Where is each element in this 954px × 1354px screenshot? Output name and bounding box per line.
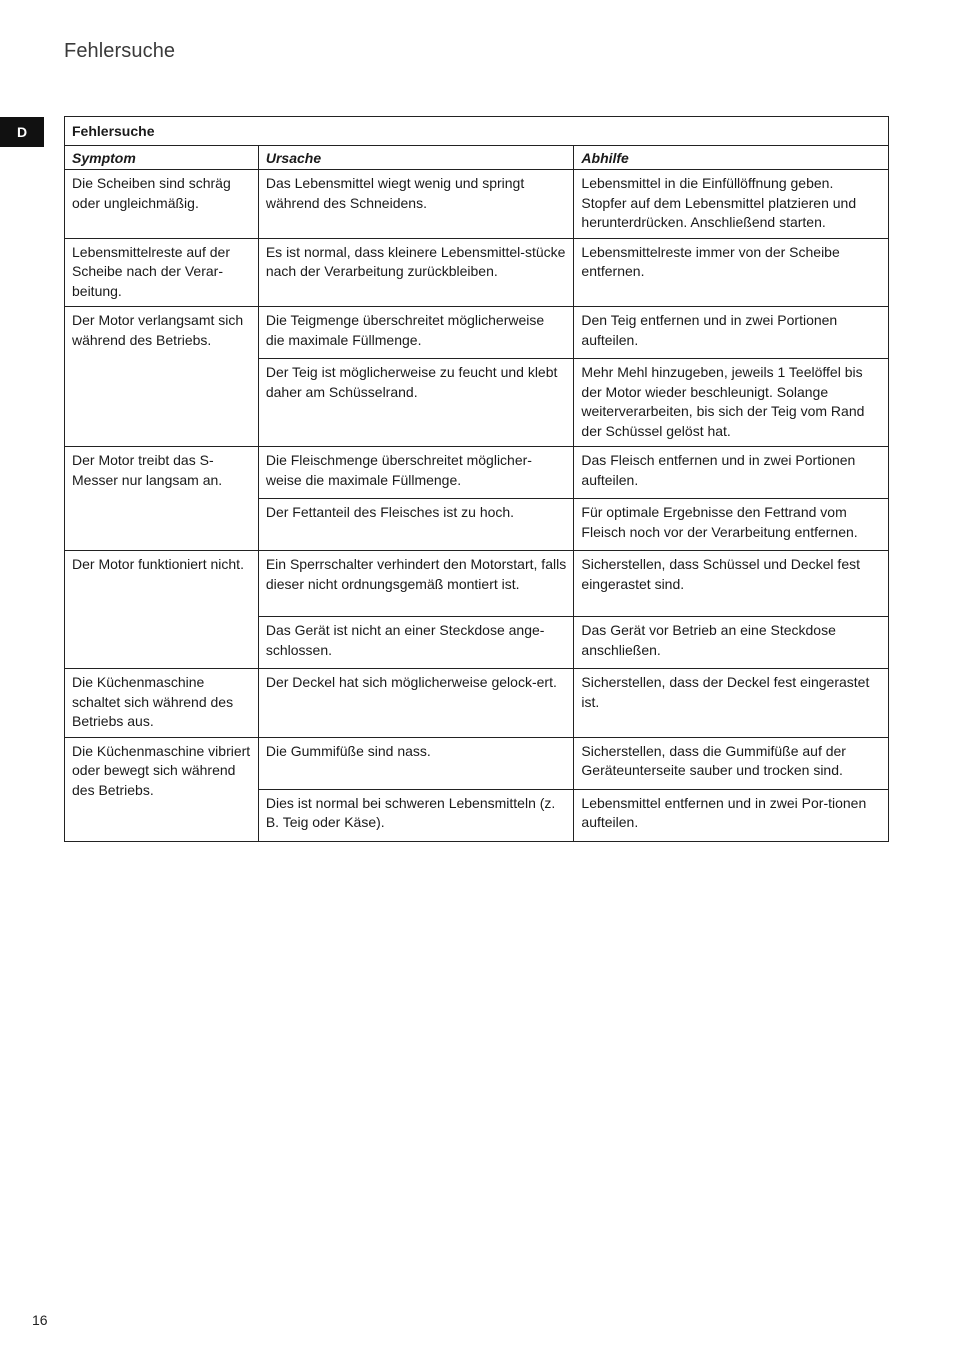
symptom-cell: Der Motor treibt das S-Messer nur langsam an. xyxy=(65,447,259,551)
remedy-cell: Sicherstellen, dass der Deckel fest eingerastet ist. xyxy=(574,669,889,738)
remedy-cell: Lebensmittel entfernen und in zwei Por-tionen aufteilen. xyxy=(574,789,889,841)
table-row xyxy=(65,669,889,738)
table-row xyxy=(65,307,889,359)
remedy-cell: Das Gerät vor Betrieb an eine Steckdose anschließen. xyxy=(574,617,889,669)
remedy-cell: Den Teig entfernen und in zwei Portionen aufteilen. xyxy=(574,307,889,359)
symptom-cell: Der Motor funktioniert nicht. xyxy=(65,551,259,669)
remedy-cell: Für optimale Ergebnisse den Fettrand vom Fleisch noch vor der Verarbeitung entfernen. xyxy=(574,499,889,551)
symptom-cell: Der Motor verlangsamt sich während des Betriebs. xyxy=(65,307,259,447)
cause-cell: Dies ist normal bei schweren Lebensmitteln (z. B. Teig oder Käse). xyxy=(258,789,574,841)
symptom-cell: Die Küchenmaschine schaltet sich während des Betriebs aus. xyxy=(65,669,259,738)
cause-cell: Das Gerät ist nicht an einer Steckdose ange-schlossen. xyxy=(258,617,574,669)
cause-cell: Der Deckel hat sich möglicherweise gelock-ert. xyxy=(258,669,574,738)
language-tab: D xyxy=(0,117,44,147)
table-row xyxy=(65,447,889,499)
table-row xyxy=(65,551,889,617)
cause-cell: Es ist normal, dass kleinere Lebensmittel-stücke nach der Verarbeitung zurückbleiben. xyxy=(258,238,574,307)
column-header-symptom: Symptom xyxy=(65,145,259,170)
table-title: Fehlersuche xyxy=(65,117,889,146)
cause-cell: Die Gummifüße sind nass. xyxy=(258,737,574,789)
symptom-cell: Die Scheiben sind schräg oder ungleichmäßig. xyxy=(65,170,259,239)
page-number: 16 xyxy=(32,1312,48,1328)
troubleshooting-table xyxy=(64,116,889,842)
remedy-cell: Mehr Mehl hinzugeben, jeweils 1 Teelöffel bis der Motor wieder beschleunigt. Solange weiterverarbeiten, bis sich der Teig vom Rand der Schüssel gelöst hat. xyxy=(574,359,889,447)
remedy-cell: Sicherstellen, dass die Gummifüße auf der Geräteunterseite sauber und trocken sind. xyxy=(574,737,889,789)
cause-cell: Das Lebensmittel wiegt wenig und springt während des Schneidens. xyxy=(258,170,574,239)
column-header-remedy: Abhilfe xyxy=(574,145,889,170)
cause-cell: Ein Sperrschalter verhindert den Motorstart, falls dieser nicht ordnungsgemäß montiert ist. xyxy=(258,551,574,617)
remedy-cell: Das Fleisch entfernen und in zwei Portionen aufteilen. xyxy=(574,447,889,499)
cause-cell: Die Fleischmenge überschreitet möglicher-weise die maximale Füllmenge. xyxy=(258,447,574,499)
page-title: Fehlersuche xyxy=(64,40,176,62)
symptom-cell: Die Küchenmaschine vibriert oder bewegt sich während des Betriebs. xyxy=(65,737,259,841)
remedy-cell: Sicherstellen, dass Schüssel und Deckel fest eingerastet sind. xyxy=(574,551,889,617)
table-row xyxy=(65,170,889,239)
table-row xyxy=(65,238,889,307)
symptom-cell: Lebensmittelreste auf der Scheibe nach der Verar-beitung. xyxy=(65,238,259,307)
column-header-cause: Ursache xyxy=(258,145,574,170)
remedy-cell: Lebensmittel in die Einfüllöffnung geben. Stopfer auf dem Lebensmittel platzieren und herunterdrücken. Anschließend starten. xyxy=(574,170,889,239)
cause-cell: Die Teigmenge überschreitet möglicherweise die maximale Füllmenge. xyxy=(258,307,574,359)
remedy-cell: Lebensmittelreste immer von der Scheibe entfernen. xyxy=(574,238,889,307)
cause-cell: Der Fettanteil des Fleisches ist zu hoch. xyxy=(258,499,574,551)
table-row xyxy=(65,737,889,789)
cause-cell: Der Teig ist möglicherweise zu feucht und klebt daher am Schüsselrand. xyxy=(258,359,574,447)
